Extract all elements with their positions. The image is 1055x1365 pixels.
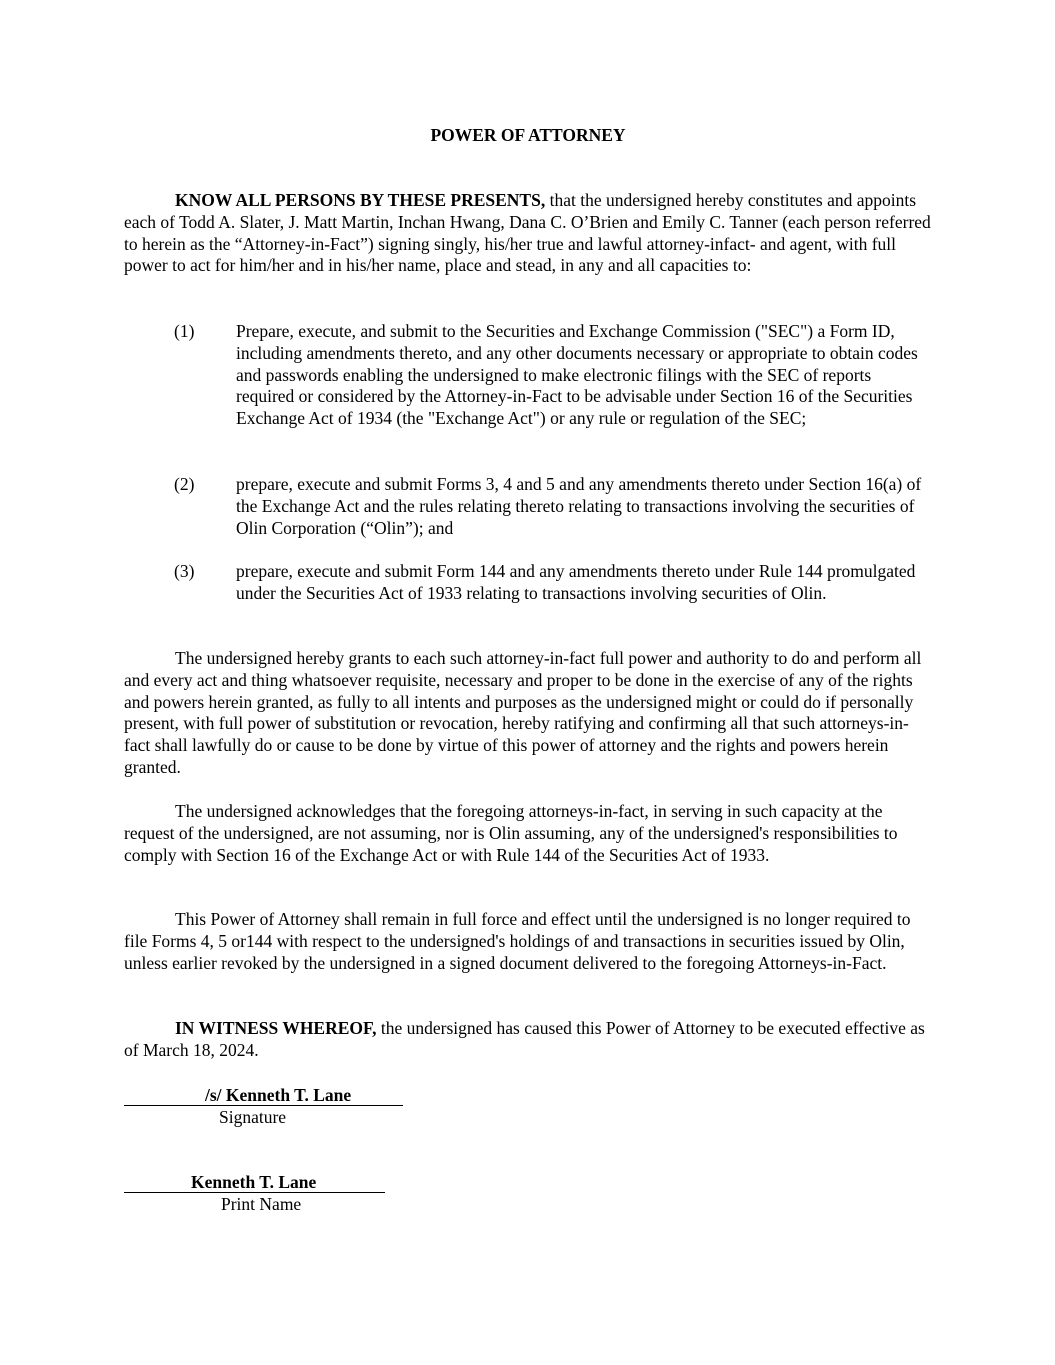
intro-lead: KNOW ALL PERSONS BY THESE PRESENTS, [175, 190, 546, 210]
list-item-text: prepare, execute and submit Forms 3, 4 and 5 and any amendments thereto under Section 16(a) of the Exchange Act and the rules relating thereto relating to transactions involving the securities of Olin Corporation (“Olin”); and [236, 474, 922, 538]
witness-lead: IN WITNESS WHEREOF, [175, 1018, 377, 1038]
document-title: POWER OF ATTORNEY [430, 125, 626, 145]
signature-line [124, 1086, 403, 1106]
print-name-block [124, 1172, 385, 1214]
intro-paragraph [124, 190, 932, 277]
signature-caption: Signature [219, 1107, 287, 1127]
print-name-value: Kenneth T. Lane [191, 1172, 317, 1192]
intro-text: that the undersigned hereby constitutes and appoints each of Todd A. Slater, J. Matt Martin, Inchan Hwang, Dana C. O’Brien and Emily C. Tanner (each person referred to herein as the “Attorney-in-Fact”) signing singly, his/her true and lawful attorney-infact- and agent, with full power to act for him/her and in his/her name, place and stead, in any and all capacities to: [124, 190, 931, 276]
list-item-number: (1) [174, 321, 195, 341]
list-item-number: (2) [174, 474, 195, 494]
print-name-line [124, 1173, 385, 1193]
signature-value: /s/ Kenneth T. Lane [205, 1085, 352, 1105]
list-item-text: prepare, execute and submit Form 144 and any amendments thereto under Rule 144 promulgated under the Securities Act of 1933 relating to transactions involving securities of Olin. [236, 561, 916, 603]
list-item-number: (3) [174, 561, 195, 581]
grant-paragraph: The undersigned hereby grants to each such attorney-in-fact full power and authority to do and perform all and every act and thing whatsoever requisite, necessary and proper to be done in the exercise of any of the rights and powers herein granted, as fully to all intents and purposes as the undersigned might or could do if personally present, with full power of substitution or revocation, hereby ratifying and confirming all that such attorneys-in-fact shall lawfully do or cause to be done by virtue of this power of attorney and the rights and powers herein granted. [124, 648, 922, 777]
signature-block [124, 1085, 403, 1127]
acknowledge-paragraph: The undersigned acknowledges that the foregoing attorneys-in-fact, in serving in such capacity at the request of the undersigned, are not assuming, nor is Olin assuming, any of the undersigned's responsibilities to comply with Section 16 of the Exchange Act or with Rule 144 of the Securities Act of 1933. [124, 801, 898, 865]
witness-paragraph [124, 1018, 932, 1062]
print-name-caption: Print Name [221, 1194, 302, 1214]
duration-paragraph: This Power of Attorney shall remain in full force and effect until the undersigned is no longer required to file Forms 4, 5 or144 with respect to the undersigned's holdings of and transactions in securities issued by Olin, unless earlier revoked by the undersigned in a signed document delivered to the foregoing Attorneys-in-Fact. [124, 909, 911, 973]
witness-text: the undersigned has caused this Power of Attorney to be executed effective as of March 18, 2024. [124, 1018, 925, 1060]
list-item-text: Prepare, execute, and submit to the Securities and Exchange Commission ("SEC") a Form ID, including amendments thereto, and any other documents necessary or appropriate to obtain codes and passwords enabling the undersigned to make electronic filings with the SEC of reports required or considered by the Attorney-in-Fact to be advisable under Section 16 of the Securities Exchange Act of 1934 (the "Exchange Act") or any rule or regulation of the SEC; [236, 321, 918, 429]
